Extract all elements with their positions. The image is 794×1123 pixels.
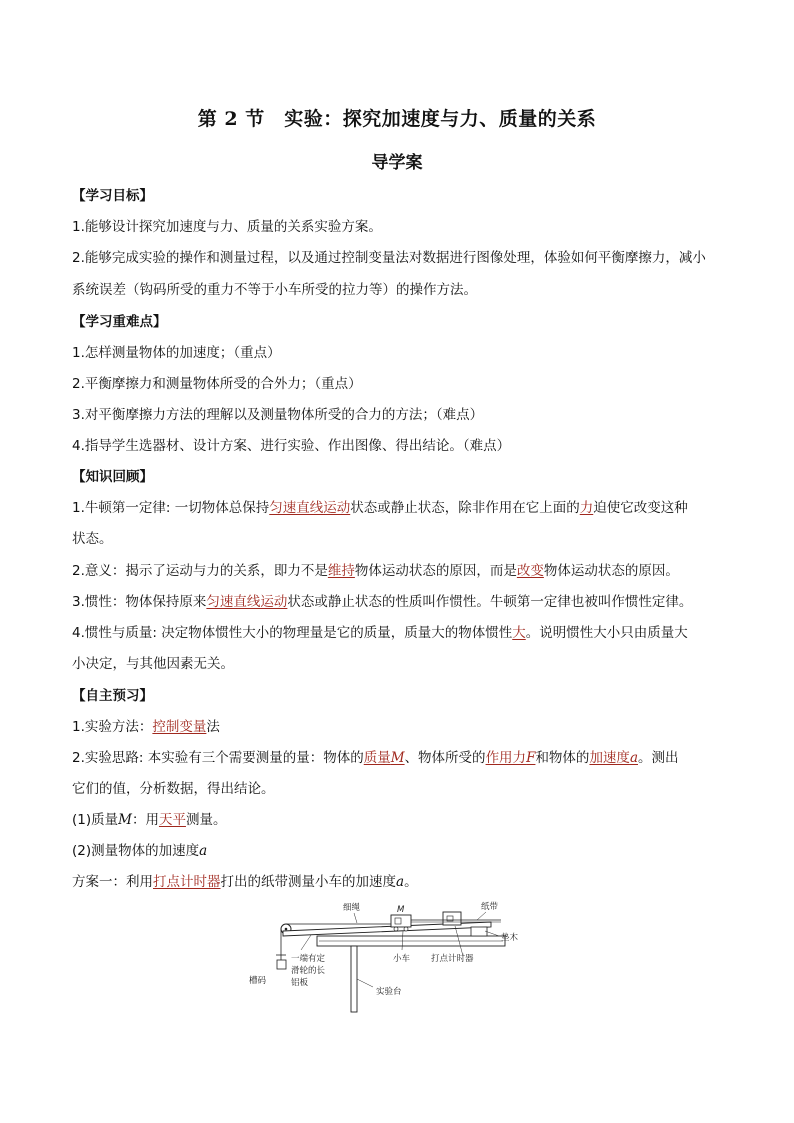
answer-blank: 匀速直线运动 [269, 500, 351, 516]
review-4-text-b: 。说明惯性大小只由质量大 [525, 625, 688, 641]
objective-2-line-2: 系统误差（钩码所受的重力不等于小车所受的拉力等）的操作方法。 [72, 282, 477, 298]
label-mass: M [397, 905, 405, 915]
preview-5-text-a: 方案一：利用 [72, 874, 153, 890]
key-point-3: 3.对平衡摩擦力方法的理解以及测量物体所受的合力的方法；（难点） [72, 407, 484, 423]
answer-blank-force [486, 750, 536, 766]
variable-symbol: a [396, 874, 405, 890]
review-4-line-1 [72, 623, 688, 643]
answer-blank: 维持 [327, 563, 355, 579]
answer-blank: 力 [579, 500, 594, 516]
cart-wheel-icon [404, 927, 408, 931]
cart-wheel-icon [394, 927, 398, 931]
answer-blank: 天平 [158, 812, 186, 828]
review-1-text-a: 1.牛顿第一定律: 一切物体总保持 [72, 500, 270, 516]
preview-3-text-a: (1)质量 [72, 812, 119, 828]
label-timer: 打点计时器 [431, 954, 474, 964]
timer-icon [443, 912, 461, 925]
label-rope: 细绳 [343, 903, 361, 913]
answer-text: 加速度 [589, 750, 630, 766]
label-board-3: 铝板 [291, 978, 309, 988]
preview-2-line-2: 它们的值，分析数据，得出结论。 [72, 781, 275, 797]
variable-symbol: M [390, 750, 405, 766]
preview-1-text-b: 法 [206, 719, 220, 735]
review-3 [72, 592, 692, 612]
review-2-text-b: 物体运动状态的原因，而是 [354, 563, 517, 579]
review-4-line-2: 小决定，与其他因素无关。 [72, 656, 234, 672]
review-3-text-b: 状态或静止状态的性质叫作惯性。牛顿第一定律也被叫作惯性定律。 [287, 594, 693, 610]
key-point-4: 4.指导学生选器材、设计方案、进行实验、作出图像、得出结论。（难点） [72, 438, 511, 454]
answer-text: 质量 [363, 750, 391, 766]
preview-1 [72, 717, 220, 737]
label-table: 实验台 [376, 987, 402, 997]
review-1-text-c: 迫使它改变这种 [593, 500, 688, 516]
preview-2-line-1 [72, 748, 679, 768]
key-point-2: 2.平衡摩擦力和测量物体所受的合外力；（重点） [72, 376, 362, 392]
experiment-apparatus-figure [245, 898, 525, 1016]
objective-2-line-1: 2.能够完成实验的操作和测量过程，以及通过控制变量法对数据进行图像处理，体验如何平衡摩擦力，减小 [72, 250, 706, 266]
review-1-line-1 [72, 498, 688, 518]
preview-1-text-a: 1.实验方法： [72, 719, 153, 735]
review-3-text-a: 3.惯性：物体保持原来 [72, 594, 207, 610]
preview-2-text-d: 。测出 [638, 750, 679, 766]
label-weight: 槽码 [249, 976, 267, 986]
objective-1: 1.能够设计探究加速度与力、质量的关系实验方案。 [72, 219, 382, 235]
preview-4 [72, 841, 207, 861]
preview-3-text-b: ：用 [131, 812, 159, 828]
preview-2-text-c: 和物体的 [535, 750, 590, 766]
answer-blank: 控制变量 [152, 719, 207, 735]
variable-symbol: a [199, 843, 208, 859]
preview-4-text: (2)测量物体的加速度 [72, 843, 200, 859]
answer-blank: 匀速直线运动 [206, 594, 288, 610]
variable-symbol: a [629, 750, 638, 766]
wooden-block [471, 927, 487, 936]
answer-blank: 打点计时器 [153, 874, 221, 890]
page-subtitle: 导学案 [371, 153, 423, 173]
label-block: 垫木 [501, 933, 519, 943]
label-cart: 小车 [393, 954, 411, 964]
review-1-text-b: 状态或静止状态，除非作用在它上面的 [350, 500, 580, 516]
review-2 [72, 561, 679, 581]
review-4-text-a: 4.惯性与质量: 决定物体惯性大小的物理量是它的质量，质量大的物体惯性 [72, 625, 513, 641]
page-title: 第 2 节 实验：探究加速度与力、质量的关系 [197, 108, 597, 130]
preview-5-text-b: 打出的纸带测量小车的加速度 [220, 874, 396, 890]
label-board-1: 一端有定 [291, 954, 326, 964]
preview-2-text-a: 2.实验思路: 本实验有三个需要测量的量：物体的 [72, 750, 364, 766]
answer-blank-acceleration [589, 750, 638, 766]
section-heading-review: 【知识回顾】 [72, 469, 153, 485]
lab-table-leg [351, 946, 357, 1012]
hanging-weight-icon [277, 960, 286, 969]
preview-3-text-c: 测量。 [185, 812, 227, 828]
review-2-text-c: 物体运动状态的原因。 [543, 563, 679, 579]
variable-symbol: F [526, 750, 536, 766]
answer-text: 作用力 [485, 750, 527, 766]
review-1-line-2: 状态。 [72, 531, 113, 547]
answer-blank: 改变 [516, 563, 544, 579]
preview-2-text-b: 、物体所受的 [404, 750, 486, 766]
section-heading-key-points: 【学习重难点】 [72, 314, 167, 330]
label-tape: 纸带 [481, 902, 499, 912]
variable-symbol: M [118, 812, 132, 828]
preview-3 [72, 810, 226, 830]
section-heading-objectives: 【学习目标】 [72, 188, 153, 204]
preview-5 [72, 872, 418, 892]
review-2-text-a: 2.意义：揭示了运动与力的关系，即力不是 [72, 563, 328, 579]
key-point-1: 1.怎样测量物体的加速度；（重点） [72, 345, 281, 361]
preview-5-text-c: 。 [404, 874, 418, 890]
label-board-2: 滑轮的长 [291, 966, 326, 976]
section-heading-preview: 【自主预习】 [72, 688, 153, 704]
answer-blank: 大 [512, 625, 526, 641]
answer-blank-mass [364, 750, 405, 766]
